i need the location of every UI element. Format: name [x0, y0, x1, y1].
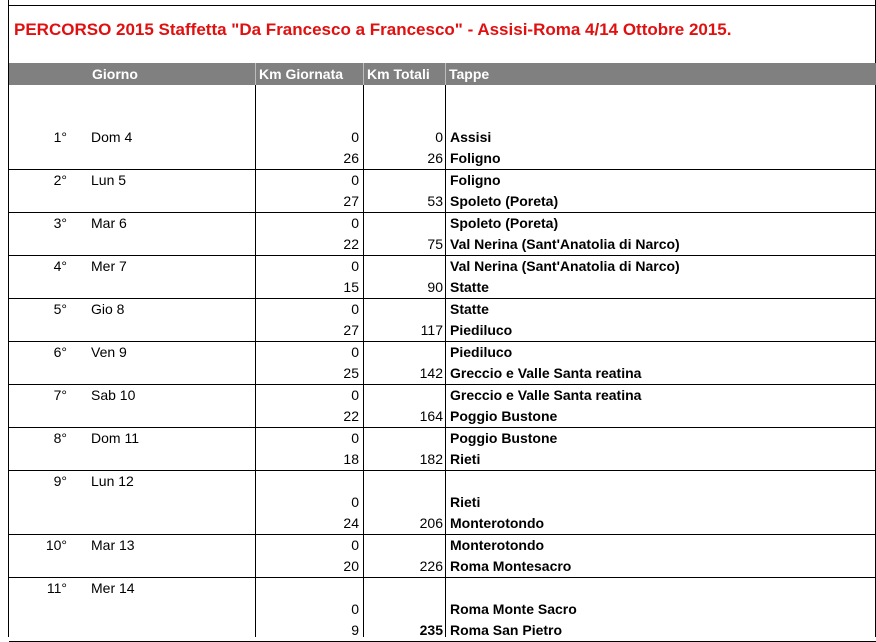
- day-number-cell[interactable]: 1°: [53, 129, 67, 145]
- km-giornata-cell[interactable]: 24: [343, 515, 359, 531]
- top-border: [9, 5, 876, 6]
- km-totali-cell[interactable]: 226: [419, 558, 443, 574]
- km-giornata-cell[interactable]: 0: [351, 258, 359, 274]
- table-row: [9, 342, 876, 363]
- km-giornata-cell[interactable]: 0: [351, 129, 359, 145]
- km-giornata-cell[interactable]: 0: [351, 172, 359, 188]
- table-row: [9, 299, 876, 320]
- table-row: [9, 191, 876, 212]
- km-totali-cell[interactable]: 0: [435, 129, 443, 145]
- day-number-cell[interactable]: 8°: [53, 430, 67, 446]
- table-row: [9, 556, 876, 577]
- giorno-cell[interactable]: Dom 11: [91, 430, 139, 446]
- day-number-cell[interactable]: 7°: [53, 387, 67, 403]
- day-block: [9, 299, 876, 342]
- day-number-cell[interactable]: 2°: [53, 172, 67, 188]
- tappa-cell[interactable]: [450, 471, 870, 492]
- table-header: [9, 63, 876, 85]
- km-totali-cell[interactable]: 206: [419, 515, 443, 531]
- tappa-cell[interactable]: Piediluco: [450, 322, 513, 338]
- day-number-cell[interactable]: 5°: [53, 301, 67, 317]
- day-number-cell[interactable]: 11°: [46, 580, 67, 596]
- km-totali-cell[interactable]: [365, 535, 443, 556]
- table-row: [9, 127, 876, 148]
- km-totali-cell[interactable]: 142: [419, 365, 443, 381]
- table-row: [9, 578, 876, 599]
- tappa-cell[interactable]: Poggio Bustone: [450, 408, 558, 424]
- tappa-cell[interactable]: [450, 578, 870, 599]
- tappa-cell[interactable]: Monterotondo: [450, 515, 545, 531]
- km-totali-cell[interactable]: 164: [419, 408, 443, 424]
- header-tappe[interactable]: Tappe: [449, 66, 490, 82]
- km-giornata-cell[interactable]: 26: [343, 150, 359, 166]
- table-row: [9, 535, 876, 556]
- day-block: [9, 256, 876, 299]
- table-row: [9, 449, 876, 470]
- day-number-cell[interactable]: 6°: [53, 344, 67, 360]
- km-totali-cell[interactable]: 182: [419, 451, 443, 467]
- km-giornata-cell[interactable]: 22: [343, 236, 359, 252]
- spreadsheet: [8, 0, 876, 637]
- day-block: [9, 578, 876, 642]
- day-number-cell[interactable]: 3°: [53, 215, 67, 231]
- tappa-cell[interactable]: Statte: [450, 301, 489, 317]
- day-block: [9, 127, 876, 170]
- sheet-title: PERCORSO 2015 Staffetta "Da Francesco a Francesco" - Assisi-Roma 4/14 Ottobre 2015.: [14, 20, 732, 39]
- km-totali-cell[interactable]: 117: [420, 322, 443, 338]
- tappa-cell[interactable]: Statte: [450, 279, 489, 295]
- tappa-cell[interactable]: Poggio Bustone: [450, 430, 558, 446]
- km-totali-cell[interactable]: [365, 213, 443, 234]
- km-giornata-cell[interactable]: 27: [343, 193, 359, 209]
- header-separator: [363, 63, 364, 85]
- km-giornata-cell[interactable]: 18: [343, 451, 359, 467]
- tappa-cell[interactable]: Foligno: [450, 150, 501, 166]
- table-row: [9, 513, 876, 534]
- tappa-cell[interactable]: Rieti: [450, 494, 481, 510]
- km-totali-cell[interactable]: [365, 385, 443, 406]
- table-row: [9, 234, 876, 255]
- day-block: [9, 385, 876, 428]
- table-row: [9, 213, 876, 234]
- day-block: [9, 213, 876, 256]
- km-giornata-cell[interactable]: 27: [343, 322, 359, 338]
- table-row: [9, 471, 876, 492]
- tappa-cell[interactable]: Piediluco: [450, 344, 513, 360]
- day-block: [9, 170, 876, 213]
- km-giornata-cell[interactable]: 0: [351, 537, 359, 553]
- day-number-cell[interactable]: 4°: [53, 258, 67, 274]
- km-totali-cell[interactable]: 90: [427, 279, 443, 295]
- day-block: [9, 342, 876, 385]
- km-giornata-cell[interactable]: 15: [343, 279, 359, 295]
- day-number-cell[interactable]: 10°: [45, 537, 67, 553]
- day-block: [9, 535, 876, 578]
- day-block: [9, 471, 876, 535]
- tappa-cell[interactable]: Roma Montesacro: [450, 558, 572, 574]
- km-totali-cell[interactable]: [365, 599, 443, 620]
- km-giornata-cell[interactable]: [256, 578, 359, 599]
- table-row: [9, 148, 876, 169]
- header-giorno[interactable]: Giorno: [92, 66, 138, 82]
- table-row: [9, 428, 876, 449]
- giorno-cell[interactable]: Ven 9: [91, 344, 127, 360]
- km-totali-cell[interactable]: [365, 578, 443, 599]
- km-giornata-cell[interactable]: 0: [351, 601, 359, 617]
- table-row: [9, 256, 876, 277]
- table-row: [9, 320, 876, 341]
- giorno-cell[interactable]: Mar 13: [91, 537, 135, 553]
- table-row: [9, 277, 876, 298]
- table-row: [9, 170, 876, 191]
- tappa-cell[interactable]: Spoleto (Poreta): [450, 215, 559, 231]
- tappa-cell[interactable]: Monterotondo: [450, 537, 545, 553]
- km-giornata-cell[interactable]: 0: [351, 494, 359, 510]
- km-giornata-cell[interactable]: 0: [351, 430, 359, 446]
- km-totali-cell[interactable]: [365, 428, 443, 449]
- tappa-cell[interactable]: Rieti: [450, 451, 481, 467]
- km-totali-cell[interactable]: [365, 471, 443, 492]
- giorno-cell[interactable]: Mar 6: [91, 215, 127, 231]
- giorno-cell[interactable]: Lun 12: [91, 473, 134, 489]
- km-giornata-cell[interactable]: 0: [351, 301, 359, 317]
- table-row: [9, 363, 876, 384]
- tappa-cell[interactable]: Greccio e Valle Santa reatina: [450, 387, 642, 403]
- tappa-cell[interactable]: Roma San Pietro: [450, 622, 563, 638]
- header-separator: [445, 63, 446, 85]
- km-giornata-cell[interactable]: 22: [343, 408, 359, 424]
- giorno-cell[interactable]: Mer 14: [91, 580, 135, 596]
- km-totali-cell[interactable]: [365, 170, 443, 191]
- header-km-giornata[interactable]: Km Giornata: [259, 66, 344, 82]
- giorno-cell[interactable]: Dom 4: [91, 129, 133, 145]
- table-row: [9, 599, 876, 620]
- tappa-cell[interactable]: Val Nerina (Sant'Anatolia di Narco): [450, 258, 680, 274]
- km-totali-cell[interactable]: 53: [427, 193, 443, 209]
- tappa-cell[interactable]: Roma Monte Sacro: [450, 601, 577, 617]
- header-km-totali[interactable]: Km Totali: [367, 66, 430, 82]
- km-totali-cell[interactable]: [365, 299, 443, 320]
- giorno-cell[interactable]: Mer 7: [91, 258, 127, 274]
- table-row: [9, 620, 876, 641]
- day-number-cell[interactable]: 9°: [53, 473, 67, 489]
- table-row: [9, 492, 876, 513]
- day-block: [9, 428, 876, 471]
- table-row: [9, 406, 876, 427]
- km-totali-cell[interactable]: 75: [427, 236, 443, 252]
- tappa-cell[interactable]: Spoleto (Poreta): [450, 193, 559, 209]
- km-giornata-cell[interactable]: 20: [343, 558, 359, 574]
- km-totali-cell[interactable]: 26: [427, 150, 443, 166]
- km-giornata-cell[interactable]: 0: [351, 215, 359, 231]
- tappa-cell[interactable]: Assisi: [450, 129, 492, 145]
- tappa-cell[interactable]: Val Nerina (Sant'Anatolia di Narco): [450, 236, 680, 252]
- header-separator: [255, 63, 256, 85]
- km-giornata-cell[interactable]: [256, 471, 359, 492]
- tappa-cell[interactable]: Foligno: [450, 172, 501, 188]
- giorno-cell[interactable]: Lun 5: [91, 172, 127, 188]
- km-giornata-cell[interactable]: 9: [351, 622, 359, 638]
- table-body: [9, 127, 876, 642]
- km-giornata-cell[interactable]: 25: [343, 365, 359, 381]
- km-totali-cell[interactable]: [365, 256, 443, 277]
- giorno-cell[interactable]: Gio 8: [91, 301, 125, 317]
- km-totali-cell[interactable]: 235: [419, 622, 443, 638]
- giorno-cell[interactable]: Sab 10: [91, 387, 136, 403]
- tappa-cell[interactable]: Greccio e Valle Santa reatina: [450, 365, 642, 381]
- km-totali-cell[interactable]: [365, 342, 443, 363]
- km-giornata-cell[interactable]: 0: [351, 387, 359, 403]
- km-totali-cell[interactable]: [365, 492, 443, 513]
- km-giornata-cell[interactable]: 0: [351, 344, 359, 360]
- table-row: [9, 385, 876, 406]
